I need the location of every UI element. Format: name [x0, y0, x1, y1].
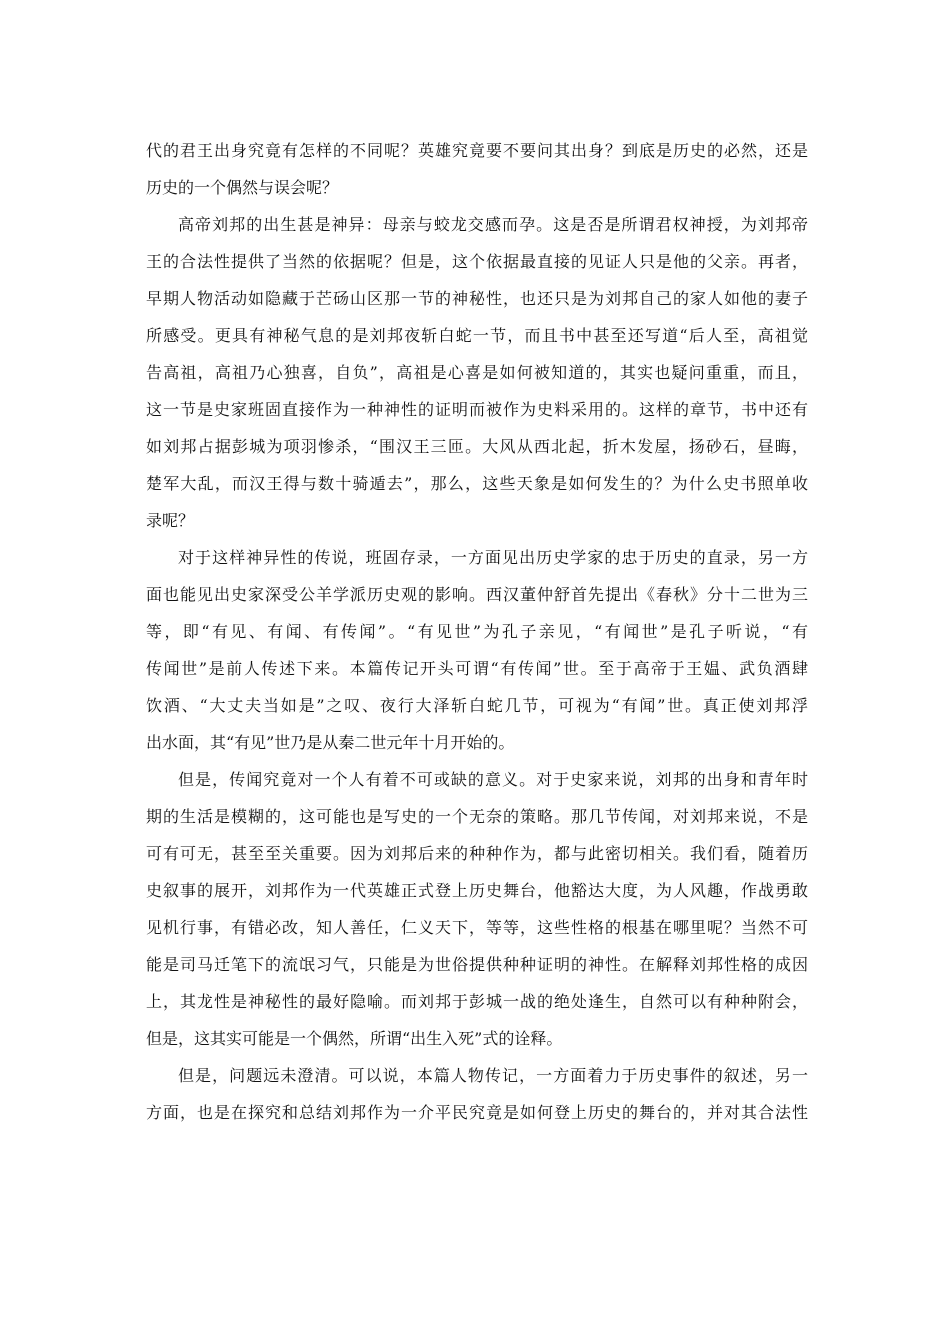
- text-line: 所感受。更具有神秘气息的是刘邦夜斩白蛇一节，而且书中甚至还写道“后人至，高祖觉: [146, 326, 808, 345]
- paragraph-first-line: 对于这样神异性的传说，班固存录，一方面见出历史学家的忠于历史的直录，另一方: [178, 548, 808, 567]
- text-line: 面也能见出史家深受公羊学派历史观的影响。西汉董仲舒首先提出《春秋》分十二世为三: [146, 585, 808, 604]
- text-line: 录呢？: [146, 511, 195, 530]
- paragraph-first-line: 但是，传闻究竟对一个人有着不可或缺的意义。对于史家来说，刘邦的出身和青年时: [178, 770, 808, 789]
- text-line: 饮酒、“大丈夫当如是”之叹、夜行大泽斩白蛇几节，可视为“有闻”世。真正使刘邦浮: [146, 696, 808, 715]
- text-line: 告高祖，高祖乃心独喜，自负”，高祖是心喜是如何被知道的，其实也疑问重重，而且，: [146, 363, 808, 382]
- text-line: 代的君王出身究竟有怎样的不同呢？英雄究竟要不要问其出身？到底是历史的必然，还是: [146, 141, 808, 160]
- text-line: 历史的一个偶然与误会呢？: [146, 178, 339, 197]
- text-line: 传闻世”是前人传述下来。本篇传记开头可谓“有传闻”世。至于高帝于王媪、武负酒肆: [146, 659, 808, 678]
- text-line: 早期人物活动如隐藏于芒砀山区那一节的神秘性，也还只是为刘邦自己的家人如他的妻子: [146, 289, 808, 308]
- text-line: 期的生活是模糊的，这可能也是写史的一个无奈的策略。那几节传闻，对刘邦来说，不是: [146, 807, 808, 826]
- text-line: 但是，这其实可能是一个偶然，所谓“出生入死”式的诠释。: [146, 1029, 563, 1048]
- body-text: [146, 132, 808, 1131]
- paragraph-first-line: 高帝刘邦的出生甚是神异：母亲与蛟龙交感而孕。这是否是所谓君权神授，为刘邦帝: [178, 215, 808, 234]
- text-line: 可有可无，甚至至关重要。因为刘邦后来的种种作为，都与此密切相关。我们看，随着历: [146, 844, 808, 863]
- text-line: 上，其龙性是神秘性的最好隐喻。而刘邦于彭城一战的绝处逢生，自然可以有种种附会，: [146, 992, 808, 1011]
- text-line: 能是司马迁笔下的流氓习气，只能是为世俗提供种种证明的神性。在解释刘邦性格的成因: [146, 955, 808, 974]
- text-line: 这一节是史家班固直接作为一种神性的证明而被作为史料采用的。这样的章节，书中还有: [146, 400, 808, 419]
- paragraph-first-line: 但是，问题远未澄清。可以说，本篇人物传记，一方面着力于历史事件的叙述，另一: [178, 1066, 808, 1085]
- text-line: 出水面，其“有见”世乃是从秦二世元年十月开始的。: [146, 733, 515, 752]
- text-line: 如刘邦占据彭城为项羽惨杀，“围汉王三匝。大风从西北起，折木发屋，扬砂石，昼晦，: [146, 437, 808, 456]
- text-line: 楚军大乱，而汉王得与数十骑遁去”，那么，这些天象是如何发生的？为什么史书照单收: [146, 474, 808, 493]
- text-line: 方面，也是在探究和总结刘邦作为一介平民究竟是如何登上历史的舞台的，并对其合法性: [146, 1103, 808, 1122]
- text-line: 王的合法性提供了当然的依据呢？但是，这个依据最直接的见证人只是他的父亲。再者，: [146, 252, 808, 271]
- text-line: 见机行事，有错必改，知人善任，仁义天下，等等，这些性格的根基在哪里呢？当然不可: [146, 918, 808, 937]
- text-line: 史叙事的展开，刘邦作为一代英雄正式登上历史舞台，他豁达大度，为人风趣，作战勇敢: [146, 881, 808, 900]
- text-line: 等，即“有见、有闻、有传闻”。“有见世”为孔子亲见，“有闻世”是孔子听说，“有: [146, 622, 808, 641]
